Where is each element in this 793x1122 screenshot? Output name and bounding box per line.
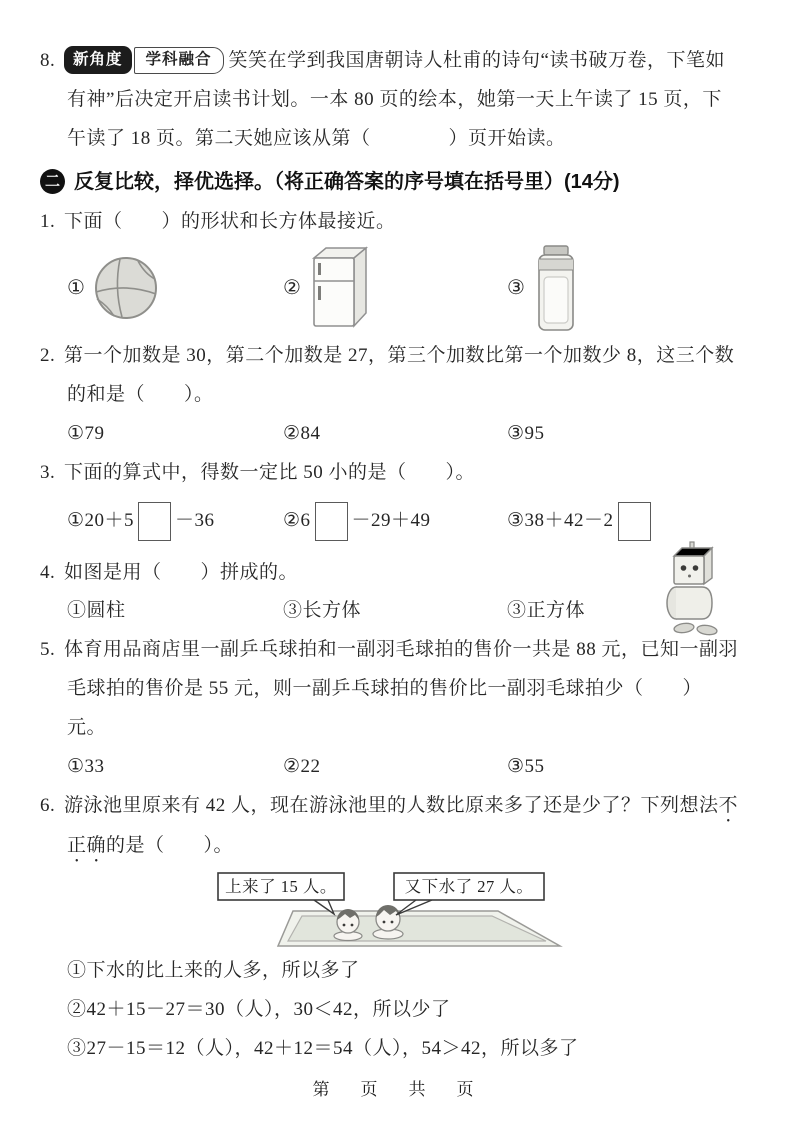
q5-option-3: ③55 [507, 756, 545, 778]
section-2-title: 反复比较，择优选择。（将正确答案的序号填在括号里）(14分) [74, 170, 620, 193]
question-3-text: 下面的算式中，得数一定比 50 小的是（ ）。 [64, 461, 476, 483]
option-2-label: ② [283, 277, 301, 300]
refrigerator-icon [309, 245, 371, 331]
q6-option-2: ②42＋15－27＝30（人），30＜42，所以少了 [67, 999, 451, 1021]
q3-option-3-blank-box [618, 502, 651, 541]
bubble-right-text: 又下水了 27 人。 [404, 877, 534, 897]
option-figure-2 [283, 245, 507, 331]
question-5 [40, 631, 753, 748]
bubble-left-text: 上来了 15 人。 [225, 877, 337, 897]
q4-option-1: ①圆柱 [67, 600, 126, 622]
question-6-text-before: 游泳池里原来有 42 人，现在游泳池里的人数比原来多了还是少了？下列想法 [64, 795, 719, 817]
question-6-text-emphasis: 不正确 [67, 795, 739, 857]
question-5-number: 5. [40, 639, 56, 661]
q3-option-3-pre: ③38＋42－2 [507, 510, 614, 532]
question-4 [40, 554, 753, 593]
q3-option-2-pre: ②6 [283, 510, 311, 532]
q3-option-3 [507, 502, 753, 541]
question-6-text-after: 的是（ ）。 [106, 835, 234, 857]
q4-option-2: ③长方体 [283, 600, 362, 622]
option-1-label: ① [67, 277, 85, 300]
question-6 [40, 787, 753, 867]
question-5-options [40, 748, 753, 787]
q2-option-2: ②84 [283, 422, 321, 444]
question-2-number: 2. [40, 344, 56, 366]
question-1 [40, 203, 753, 242]
question-3-options [40, 493, 753, 551]
new-angle-badge: 新角度 [64, 46, 132, 74]
question-4-number: 4. [40, 561, 56, 583]
question-5-text: 体育用品商店里一副乒乓球拍和一副羽毛球拍的售价一共是 88 元，已知一副羽毛球拍的售价是 55 元，则一副乒乓球拍的售价比一副羽毛球拍少（ ）元。 [64, 639, 739, 739]
q3-option-1-blank-box [138, 502, 171, 541]
q2-option-3: ③95 [507, 422, 545, 444]
question-8-text: 笑笑在学到我国唐朝诗人杜甫的诗句“读书破万卷，下笔如有神”后决定开启读书计划。一本 80 页的绘本，她第一天上午读了 15 页，下午读了 18 页。第二天她应该从第（ ）页开始读。 [67, 50, 725, 149]
question-1-figures [40, 243, 753, 333]
q6-option-3: ③27－15＝12（人），42＋12＝54（人），54＞42，所以多了 [67, 1038, 579, 1059]
section-2-header [40, 163, 753, 201]
question-3 [40, 454, 753, 493]
question-3-number: 3. [40, 461, 56, 483]
question-6-number: 6. [40, 795, 56, 817]
question-8 [40, 42, 753, 159]
question-4-block [40, 554, 753, 632]
q5-option-2: ②22 [283, 756, 321, 778]
q3-option-1-pre: ①20＋5 [67, 510, 135, 532]
thermos-bottle-icon [533, 244, 579, 332]
robot-toy-icon [657, 540, 729, 640]
swimming-pool-icon [198, 870, 598, 950]
question-4-options [40, 592, 753, 631]
q3-option-2 [283, 502, 507, 541]
question-1-number: 1. [40, 210, 56, 232]
q6-option-1: ①下水的比上来的人多，所以多了 [67, 960, 360, 982]
page-footer: 第 页 共 页 [312, 1080, 481, 1099]
q5-option-1: ①33 [67, 756, 105, 778]
q3-option-1-post: －36 [175, 510, 215, 532]
option-3-label: ③ [507, 277, 525, 300]
question-2 [40, 337, 753, 415]
subject-fusion-badge: 学科融合 [134, 47, 224, 74]
question-8-number: 8. [40, 50, 56, 71]
q3-option-1 [67, 502, 283, 541]
q3-option-2-post: －29＋49 [351, 510, 431, 532]
question-4-text: 如图是用（ ）拼成的。 [64, 561, 299, 583]
question-2-options [40, 415, 753, 454]
q3-option-2-blank-box [315, 502, 348, 541]
question-1-text: 下面（ ）的形状和长方体最接近。 [64, 210, 396, 232]
question-2-text: 第一个加数是 30，第二个加数是 27，第三个加数比第一个加数少 8，这三个数的和是（ ）。 [64, 344, 735, 405]
option-figure-3 [507, 244, 753, 332]
section-2-badge-icon: 二 [40, 169, 65, 194]
basketball-icon [93, 255, 159, 321]
q4-option-3: ③正方体 [507, 600, 586, 622]
q2-option-1: ①79 [67, 422, 105, 444]
option-figure-1 [67, 255, 283, 321]
